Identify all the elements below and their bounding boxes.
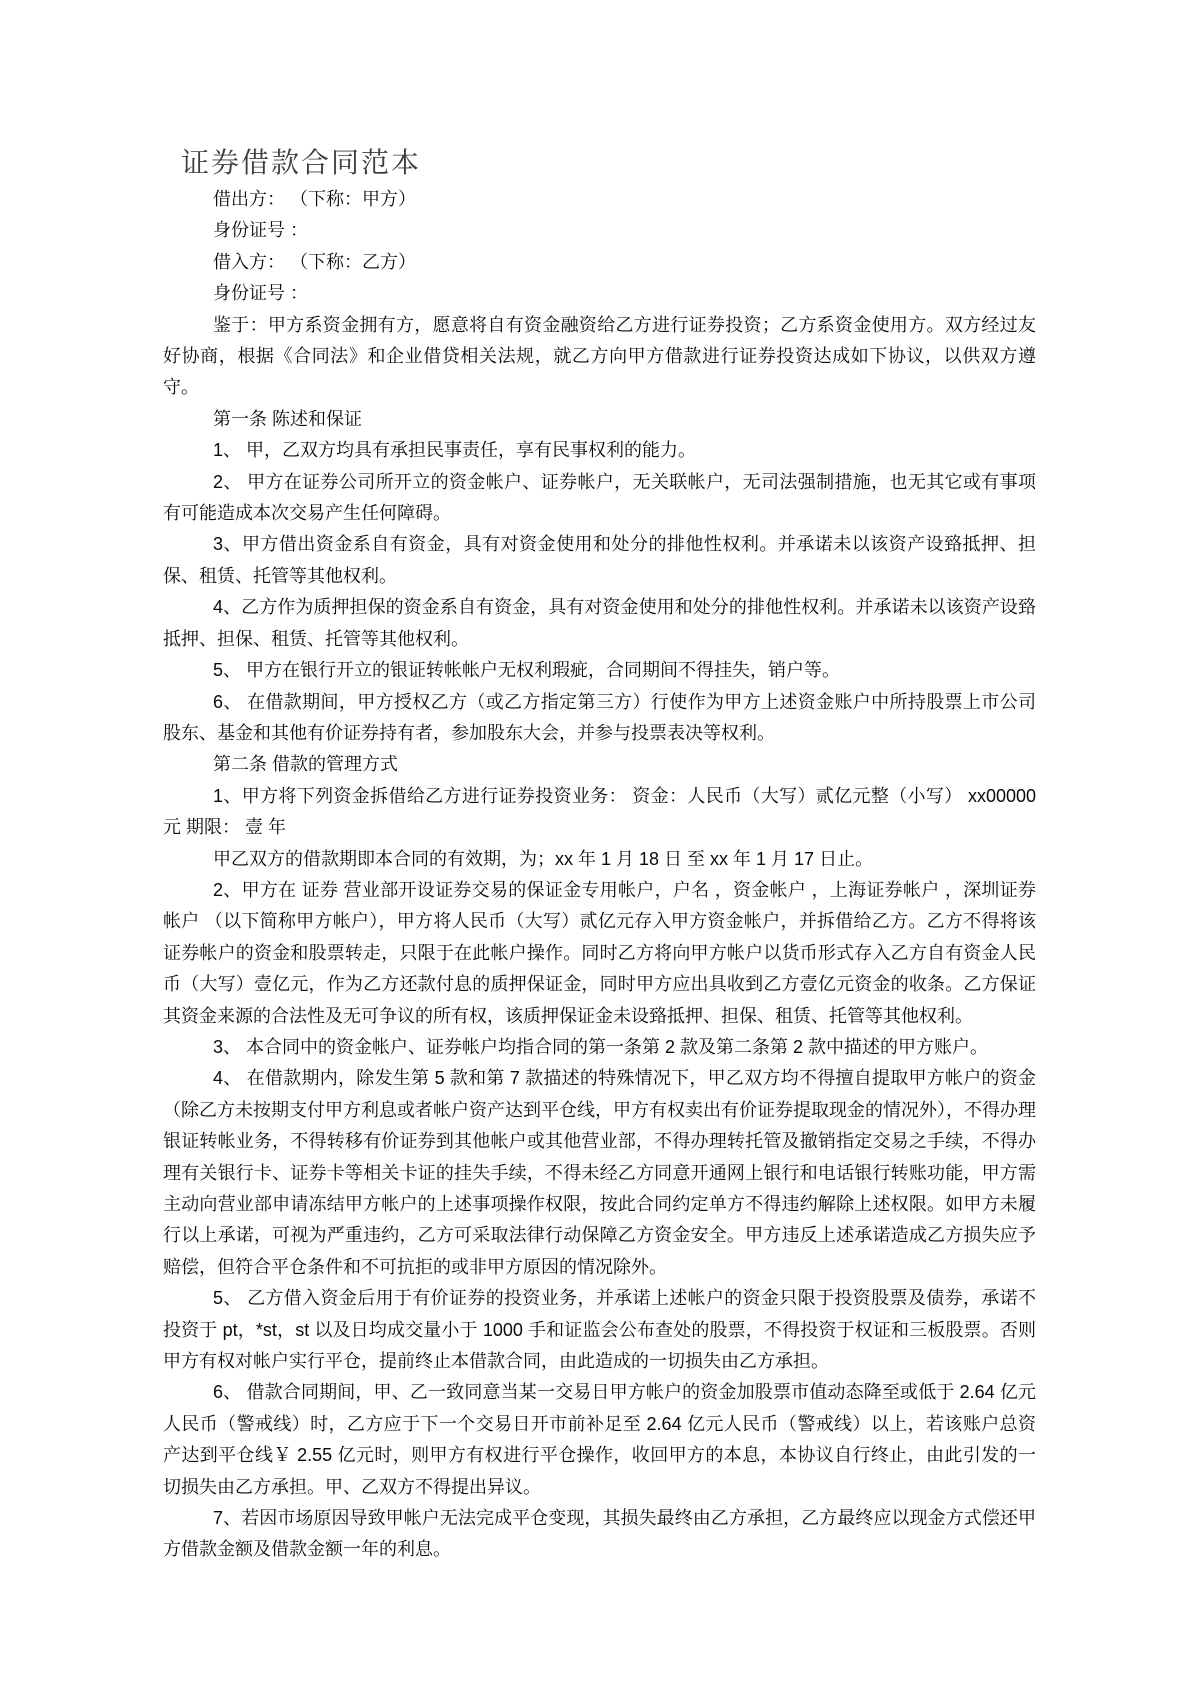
paragraph-15: 甲乙双方的借款期即本合同的有效期，为；xx 年 1 月 18 日 至 xx 年 1 月 17 日止。 [213,848,874,869]
paragraph-10: 4、乙方作为质押担保的资金系自有资金，具有对资金使用和处分的排他性权利。并承诺未以该资产设臵抵押、担保、租赁、托管等其他权利。 [163,597,1036,649]
document-title: 证券借款合同范本 [181,148,422,179]
paragraph-17: 3、 本合同中的资金帐户、证券帐户均指合同的第一条第 2 款及第二条第 2 款中描述的甲方账户。 [213,1036,989,1057]
paragraph-12: 6、 在借款期间，甲方授权乙方（或乙方指定第三方）行使作为甲方上述资金账户中所持股票上市公司股东、基金和其他有价证券持有者，参加股东大会，并参与投票表决等权利。 [163,691,1036,743]
paragraph-4: 身份证号 ： [213,283,309,304]
paragraph-5: 鉴于：甲方系资金拥有方，愿意将自有资金融资给乙方进行证券投资；乙方系资金使用方。双方经过友好协商，根据《合同法》和企业借贷相关法规，就乙方向甲方借款进行证券投资达成如下协议，以供双方遵守。 [163,314,1036,398]
paragraph-6: 第一条 陈述和保证 [213,408,363,429]
paragraph-2: 身份证号 ： [213,220,309,241]
paragraph-1: 借出方： （下称：甲方） [213,189,416,209]
paragraph-18: 4、 在借款期内，除发生第 5 款和第 7 款描述的特殊情况下，甲乙双方均不得擅自提取甲方帐户的资金（除乙方未按期支付甲方利息或者帐户资产达到平仓线，甲方有权卖出有价证券提取现金的情况外），不得办理银证转帐业务，不得转移有价证券到其他帐户或其他营业部，不得办理转托管及撤销指定交易之手续，不得办理有关银行卡、证券卡等相关卡证的挂失手续，不得未经乙方同意开通网上银行和电话银行转账功能，甲方需主动向营业部申请冻结甲方帐户的上述事项操作权限，按此合同约定单方不得违约解除上述权限。如甲方未履行以上承诺，可视为严重违约，乙方可采取法律行动保障乙方资金安全。甲方违反上述承诺造成乙方损失应予赔偿，但符合平仓条件和不可抗拒的或非甲方原因的情况除外。 [163,1068,1036,1277]
paragraph-20: 6、 借款合同期间，甲、乙一致同意当某一交易日甲方帐户的资金加股票市值动态降至或低于 2.64 亿元人民币（警戒线）时，乙方应于下一个交易日开市前补足至 2.64 亿元人民币（警戒线）以上，若该账户总资产达到平仓线￥ 2.55 亿元时，则甲方有权进行平仓操作，收回甲方的本息，本协议自行终止，由此引发的一切损失由乙方承担。甲、乙双方不得提出异议。 [163,1382,1036,1497]
paragraph-16: 2、甲方在 证券 营业部开设证券交易的保证金专用帐户，户名 ，资金帐户 ，上海证券帐户 ，深圳证券帐户 （以下简称甲方帐户），甲方将人民币（大写）贰亿元存入甲方资金帐户，并拆借给乙方。乙方不得将该证券帐户的资金和股票转走，只限于在此帐户操作。同时乙方将向甲方帐户以货币形式存入乙方自有资金人民币（大写）壹亿元，作为乙方还款付息的质押保证金，同时甲方应出具收到乙方壹亿元资金的收条。乙方保证其资金来源的合法性及无可争议的所有权，该质押保证金未设臵抵押、担保、租赁、托管等其他权利。 [163,879,1036,1026]
paragraph-9: 3、甲方借出资金系自有资金，具有对资金使用和处分的排他性权利。并承诺未以该资产设臵抵押、担保、租赁、托管等其他权利。 [163,534,1036,586]
paragraph-13: 第二条 借款的管理方式 [213,754,398,775]
paragraph-11: 5、 甲方在银行开立的银证转帐帐户无权利瑕疵，合同期间不得挂失，销户等。 [213,660,841,681]
paragraph-3: 借入方： （下称：乙方） [213,251,416,272]
paragraph-19: 5、 乙方借入资金后用于有价证券的投资业务，并承诺上述帐户的资金只限于投资股票及债券，承诺不投资于 pt，*st，st 以及日均成交量小于 1000 手和证监会公布查处的股票，不得投资于权证和三板股票。否则甲方有权对帐户实行平仓，提前终止本借款合同，由此造成的一切损失由乙方承担。 [163,1288,1036,1372]
paragraph-8: 2、 甲方在证券公司所开立的资金帐户、证券帐户，无关联帐户，无司法强制措施，也无其它或有事项有可能造成本次交易产生任何障碍。 [163,471,1036,524]
paragraph-7: 1、 甲，乙双方均具有承担民事责任，享有民事权利的能力。 [213,440,697,461]
paragraph-21: 7、若因市场原因导致甲帐户无法完成平仓变现，其损失最终由乙方承担，乙方最终应以现金方式偿还甲方借款金额及借款金额一年的利息。 [163,1508,1036,1560]
document-body [163,184,1036,1566]
paragraph-14: 1、甲方将下列资金拆借给乙方进行证券投资业务： 资金：人民币（大写）贰亿元整（小写） xx00000 元 期限： 壹 年 [163,785,1036,838]
